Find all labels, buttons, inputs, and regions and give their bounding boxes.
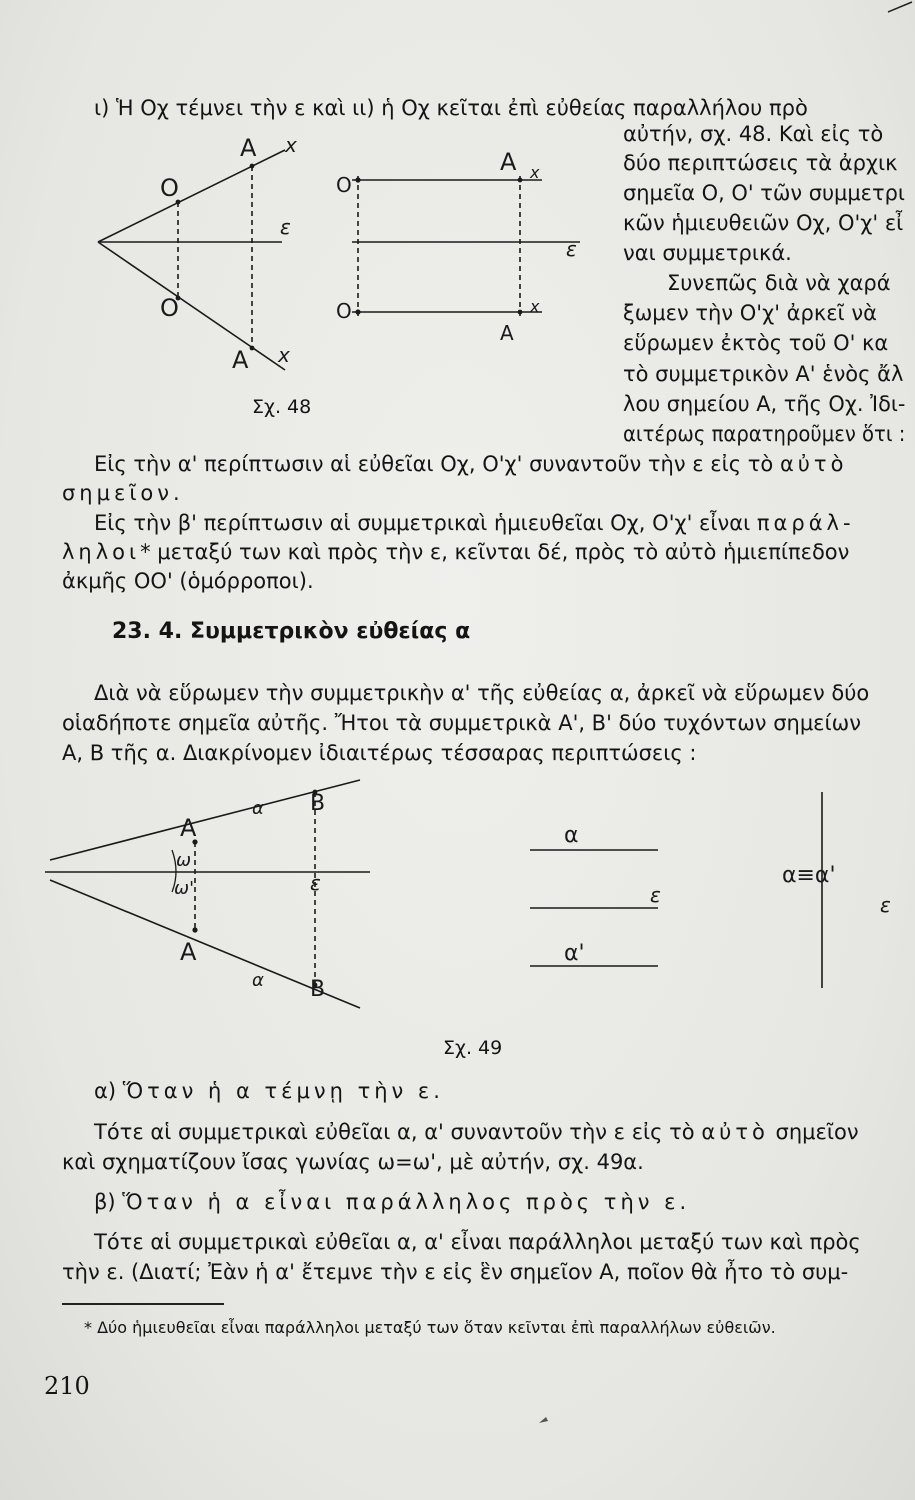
footnote: * Δύο ἡμιευθεῖαι εἶναι παράλληλοι μεταξύ των ὅταν κεῖνται ἐπὶ παραλλήλων εὐθειῶν. — [84, 1318, 776, 1337]
figure-48-caption: Σχ. 48 — [252, 396, 312, 418]
text-line: ξωμεν τὴν Ο'χ' ἀρκεῖ νὰ — [623, 301, 877, 325]
text-line: λου σημείου Α, τῆς Οχ. Ἰδι- — [623, 392, 906, 416]
point-A2 — [192, 927, 197, 932]
label-omega: ω — [176, 850, 192, 871]
label-epsilon-right: ε — [566, 237, 577, 261]
text-line: Τότε αἱ συμμετρικαὶ εὐθεῖαι α, α' συναντοῦν τὴν ε εἰς τὸ αὐτὸ σημεῖον — [94, 1120, 859, 1144]
label-a-parallel: α — [564, 823, 579, 848]
text-line: Συνεπῶς διὰ νὰ χαρά — [667, 271, 891, 295]
label-A2: A — [232, 346, 249, 374]
text-line: τὴν ε. (Διατί; Ἐὰν ἡ α' ἔτεμνε τὴν ε εἰς ἓν σημεῖον Α, ποῖον θὰ ἦτο τὸ συμ- — [62, 1260, 849, 1284]
point-A2-right — [518, 310, 523, 315]
point-O2-right — [355, 309, 360, 314]
section-heading: 23. 4. Συμμετρικὸν εὐθείας α — [112, 619, 471, 644]
label-O2: O — [160, 294, 179, 322]
text-line: οἱαδήποτε σημεῖα αὐτῆς. Ἤτοι τὰ συμμετρικὰ Α', Β' δύο τυχόντων σημείων — [62, 711, 861, 735]
text-line: α) Ὅταν ἡ α τέμνῃ τὴν ε. — [94, 1079, 444, 1103]
label-x: x — [285, 133, 297, 157]
footnote-rule — [62, 1303, 224, 1305]
label-a2: α — [252, 970, 264, 991]
label-epsilon: ε — [310, 871, 321, 895]
figure-48 — [60, 130, 620, 420]
label-x2-right: x — [530, 297, 540, 316]
figure-49 — [30, 770, 910, 1040]
ray-Ox — [98, 150, 285, 242]
text-line: σημεῖα Ο, Ο' τῶν συμμετρι — [623, 181, 905, 205]
text-line: τὸ συμμετρικὸν Α' ἑνὸς ἄλ — [623, 362, 904, 386]
label-O: O — [160, 174, 179, 202]
label-x-right: x — [530, 163, 540, 182]
text-line: ναι συμμετρικά. — [623, 241, 792, 265]
text-line: δύο περιπτώσεις τὰ ἀρχικ — [623, 151, 898, 175]
label-omega2: ω' — [174, 878, 195, 899]
label-O2-right: O — [336, 299, 352, 323]
point-O-right — [355, 177, 360, 182]
label-epsilon-coincident: ε — [880, 893, 891, 917]
text-line: κῶν ἡμιευθειῶν Οχ, Ο'χ' εἶ — [623, 211, 904, 235]
scan-mark — [886, 0, 915, 14]
text-line: Διὰ νὰ εὕρωμεν τὴν συμμετρικὴν α' τῆς εὐθείας α, ἀρκεῖ νὰ εὕρωμεν δύο — [94, 681, 870, 705]
text-line: Εἰς τὴν α' περίπτωσιν αἱ εὐθεῖαι Οχ, Ο'χ' συναντοῦν τὴν ε εἰς τὸ αὐτὸ — [94, 452, 848, 476]
ray-O2x2 — [98, 242, 285, 370]
label-A-right: A — [500, 148, 517, 176]
text-line: ληλοι* μεταξύ των καὶ πρὸς τὴν ε, κεῖνται δέ, πρὸς τὸ αὐτὸ ἡμιεπίπεδον — [62, 540, 850, 564]
text-line: εὕρωμεν ἐκτὸς τοῦ Ο' κα — [623, 331, 889, 355]
point-A — [250, 164, 255, 169]
label-a-coincident: α≡α' — [782, 863, 836, 888]
label-B2: B — [310, 977, 326, 1002]
text-line: β) Ὅταν ἡ α εἶναι παράλληλος πρὸς τὴν ε. — [94, 1190, 691, 1214]
page-number: 210 — [44, 1372, 90, 1400]
text-line: αὐτήν, σχ. 48. Καὶ εἰς τὸ — [623, 122, 884, 146]
label-a2-parallel: α' — [564, 941, 585, 966]
label-A: A — [180, 814, 197, 842]
label-a: α — [252, 798, 264, 819]
label-A: A — [240, 134, 257, 162]
text-line: Τότε αἱ συμμετρικαὶ εὐθεῖαι α, α' εἶναι παράλληλοι μεταξύ των καὶ πρὸς — [94, 1230, 861, 1254]
text-line: σημεῖον. — [62, 481, 184, 505]
text-line: καὶ σχηματίζουν ἴσας γωνίας ω=ω', μὲ αὐτήν, σχ. 49α. — [62, 1150, 644, 1174]
label-epsilon-parallel: ε — [650, 883, 661, 907]
text-line: αιτέρως παρατηροῦμεν ὅτι : — [623, 422, 906, 446]
label-epsilon: ε — [280, 215, 291, 239]
scan-speck — [536, 1413, 550, 1427]
point-A-right — [518, 178, 523, 183]
text-line: ἀκμῆς ΟΟ' (ὁμόρροποι). — [62, 569, 314, 593]
point-A2 — [250, 346, 255, 351]
figure-49-caption: Σχ. 49 — [443, 1037, 503, 1059]
text-line: Α, Β τῆς α. Διακρίνομεν ἰδιαιτέρως τέσσαρας περιπτώσεις : — [62, 741, 697, 765]
label-B: B — [310, 791, 326, 816]
label-A2-right: A — [500, 321, 514, 345]
label-O-right: O — [336, 173, 352, 197]
label-x2: x — [278, 343, 290, 367]
text-line: Εἰς τὴν β' περίπτωσιν αἱ συμμετρικαὶ ἡμιευθεῖαι Οχ, Ο'χ' εἶναι παράλ- — [94, 511, 855, 535]
text-line: ι) Ἡ Οχ τέμνει τὴν ε καὶ ιι) ἡ Οχ κεῖται ἐπὶ εὐθείας παραλλήλου πρὸ — [94, 96, 808, 120]
label-A2: A — [180, 938, 197, 966]
